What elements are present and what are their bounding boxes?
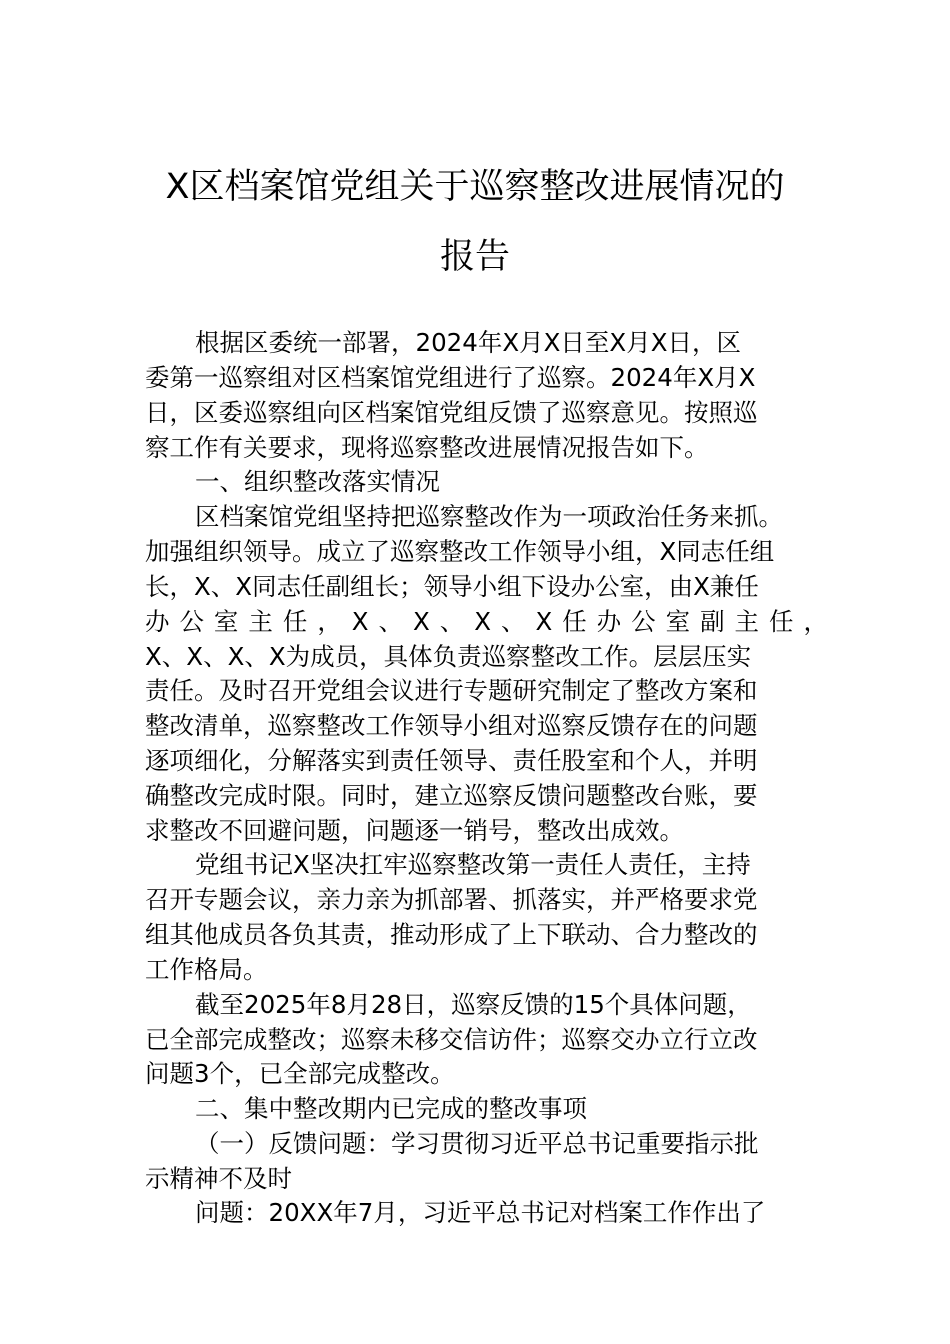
paragraph-line: 党组书记X坚决扛牢巡察整改第一责任人责任，主持 bbox=[195, 850, 751, 879]
paragraph-line: X、X、X、X为成员，具体负责巡察整改工作。层层压实 bbox=[145, 642, 752, 671]
paragraph-line: 逐项细化，分解落实到责任领导、责任股室和个人，并明 bbox=[145, 746, 758, 775]
paragraph-line: 根据区委统一部署，2024年X月X日至X月X日，区 bbox=[195, 328, 741, 357]
section-heading-2: 二、集中整改期内已完成的整改事项 bbox=[195, 1094, 587, 1123]
paragraph-line: 察工作有关要求，现将巡察整改进展情况报告如下。 bbox=[145, 433, 709, 462]
paragraph-line: 长，X、X同志任副组长；领导小组下设办公室，由X兼任 bbox=[145, 572, 759, 601]
paragraph-line: 整改清单，巡察整改工作领导小组对巡察反馈存在的问题 bbox=[145, 711, 758, 740]
paragraph-line: 区档案馆党组坚持把巡察整改作为一项政治任务来抓。 bbox=[195, 502, 783, 531]
paragraph-line: 问题3个，已全部完成整改。 bbox=[145, 1059, 455, 1088]
subsection-heading-cont: 示精神不及时 bbox=[145, 1164, 292, 1193]
paragraph-line: 问题：20XX年7月，习近平总书记对档案工作作出了 bbox=[195, 1198, 766, 1227]
paragraph-line: 确整改完成时限。同时，建立巡察反馈问题整改台账，要 bbox=[145, 781, 758, 810]
paragraph-line: 办公室主任，X、X、X、X任办公室副主任， bbox=[145, 607, 828, 636]
paragraph-line: 工作格局。 bbox=[145, 955, 268, 984]
paragraph-line: 已全部完成整改；巡察未移交信访件；巡察交办立行立改 bbox=[145, 1025, 758, 1054]
document-title-line-1: X区档案馆党组关于巡察整改进展情况的 bbox=[165, 167, 785, 207]
paragraph-line: 截至2025年8月28日，巡察反馈的15个具体问题， bbox=[195, 990, 752, 1019]
paragraph-line: 日，区委巡察组向区档案馆党组反馈了巡察意见。按照巡 bbox=[145, 398, 758, 427]
paragraph-line: 责任。及时召开党组会议进行专题研究制定了整改方案和 bbox=[145, 676, 758, 705]
subsection-heading: （一）反馈问题：学习贯彻习近平总书记重要指示批 bbox=[195, 1129, 759, 1158]
paragraph-line: 召开专题会议，亲力亲为抓部署、抓落实，并严格要求党 bbox=[145, 885, 758, 914]
paragraph-line: 组其他成员各负其责，推动形成了上下联动、合力整改的 bbox=[145, 920, 758, 949]
paragraph-line: 求整改不回避问题，问题逐一销号，整改出成效。 bbox=[145, 816, 684, 845]
document-title-line-2: 报告 bbox=[439, 237, 510, 277]
paragraph-line: 加强组织领导。成立了巡察整改工作领导小组，X同志任组 bbox=[145, 537, 775, 566]
section-heading-1: 一、组织整改落实情况 bbox=[195, 467, 440, 496]
paragraph-line: 委第一巡察组对区档案馆党组进行了巡察。2024年X月X bbox=[145, 363, 756, 392]
